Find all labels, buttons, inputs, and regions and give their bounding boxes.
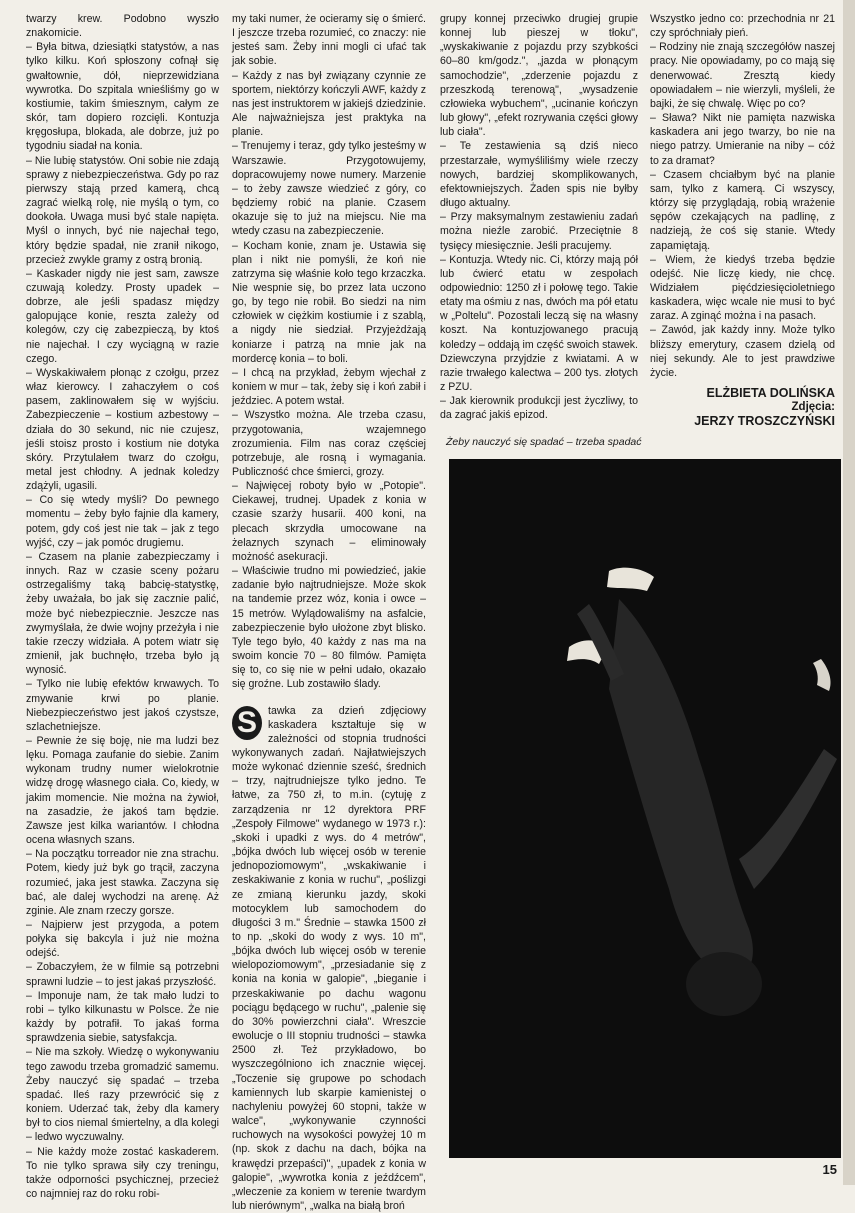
paragraph: – Kontuzja. Wtedy nic. Ci, którzy mają pół lub ćwierć etatu w zespołach odpowiednio: 1250 zł i połowę tego. Takie etaty ma ośmiu z nas, dwóch ma pół etatu w „Poltelu". Pozostali leczą się na własny koszt. Na kontuzjowanego pracują koledzy – oddają im część swoich stawek. Dziewczyna przyjdzie z kwiatami. A w razie trwałego kalectwa – 200 tys. złotych z PZU.	[440, 253, 638, 395]
paragraph: twarzy krew. Podobno wyszło znakomicie.	[26, 12, 219, 40]
page-edge	[843, 0, 855, 1185]
paragraph: – Jak kierownik produkcji jest życzliwy, to da zagrać jakiś epizod.	[440, 394, 638, 422]
paragraph: – Kaskader nigdy nie jest sam, zawsze czuwają koledzy. Prosty upadek – dobrze, ale jeśli spadasz między galopujące konie, reszta zależy od kolegów, czy cię zabezpieczą, by ktoś nie najechał. I czy wyciągną w razie czego.	[26, 267, 219, 366]
paragraph: – Nie lubię statystów. Oni sobie nie zdają sprawy z niebezpieczeństwa. Gdy po raz pierwszy stają przed kamerą, chcą zagrać wielką rolę, nie myślą o tym, co dookoła. Uwaga musi być stale napięta. Myśl o innych, być nie najechał tego, który będzie spadał, nie zranił nikogo, przecież zwykle gramy z ostrą bronią.	[26, 154, 219, 267]
photographer-name: JERZY TROSZCZYŃSKI	[650, 414, 835, 428]
paragraph: Wszystko jedno co: przechodnia nr 21 czy spróchniały pień.	[650, 12, 835, 40]
paragraph: my taki numer, że ocieramy się o śmierć. I jeszcze trzeba rozumieć, co znaczy: nie jesteś sam. Żeby inni mogli ci ufać tak jak sobie.	[232, 12, 426, 69]
paragraph: – Tylko nie lubię efektów krwawych. To zmywanie krwi po planie. Niebezpieczeństwo jest jakoś czystsze, szlachetniejsze.	[26, 677, 219, 734]
paragraph: – Co się wtedy myśli? Do pewnego momentu – żeby było fajnie dla kamery, potem, gdy coś jest nie tak – jak z tego wyjść, czy – jak pomóc drugiemu.	[26, 493, 219, 550]
paragraph: – Czasem chciałbym być na planie sam, tylko z kamerą. Ci wszyscy, którzy się przyglądają, robią wrażenie sępów czekających na padlinę, z nadzieją, że coś się stanie. Wtedy zapamiętają.	[650, 168, 835, 253]
byline	[650, 386, 835, 428]
drop-cap: S	[232, 706, 262, 740]
column-4	[650, 12, 835, 428]
paragraph: – Wyskakiwałem płonąc z czołgu, przez właz kierowcy. I zahaczyłem o coś pasem, zaklinowałem się w wyjściu. Zabezpieczenie – kostium azbestowy – działa do 30 sekund, nic nie czujesz, jeśli stoisz prosto i kostium nie dotyka skóry. Przytulałem twarz do czołgu, metal jest chłodny. A jednak koledzy zdążyli, ugasili.	[26, 366, 219, 493]
paragraph: – Zobaczyłem, że w filmie są potrzebni sprawni ludzie – to jest jakaś przyszłość.	[26, 960, 219, 988]
paragraph: – Imponuje nam, że tak mało ludzi to robi – tylko kilkunastu w Polsce. Że nie każdy by potrafił. To jakaś forma sprawdzenia siebie, satysfakcja.	[26, 989, 219, 1046]
paragraph: – Czasem na planie zabezpieczamy i innych. Raz w czasie sceny pożaru ostrzegaliśmy taką babcię-statystkę, żeby uważała, bo jak się zacznie palić, może być niebezpiecznie. Jeszcze nas zwymyślała, że dwie wojny przeżyła i nie takie rzeczy widziała. A potem wiatr się zmienił, jak buchnęło, trzeba było ją wynosić.	[26, 550, 219, 677]
paragraph: – Sława? Nikt nie pamięta nazwiska kaskadera ani jego twarzy, bo nie na niego patrzy. Umieranie na niby – cóż to za dramat?	[650, 111, 835, 168]
paragraph: – Rodziny nie znają szczegółów naszej pracy. Nie opowiadamy, po co mają się denerwować. Zresztą kiedy opowiadałem – nie wierzyli, myśleli, że bajki, że się chwalę. Więc po co?	[650, 40, 835, 111]
sidebar-section	[232, 704, 426, 1213]
author-name: ELŻBIETA DOLIŃSKA	[650, 386, 835, 400]
column-2	[232, 12, 426, 1213]
stuntman-photo	[449, 459, 841, 1158]
paragraph: – Przy maksymalnym zestawieniu zadań można nieźle zarobić. Przeciętnie 8 tysięcy miesięcznie. Jeśli pracujemy.	[440, 210, 638, 252]
falling-figure-image	[449, 459, 841, 1158]
paragraph: – Każdy z nas był związany czynnie ze sportem, niektórzy kończyli AWF, każdy z nas jest instruktorem w jakiejś dziedzinie. Ale najważniejsza jest praktyka na planie.	[232, 69, 426, 140]
paragraph: – Nie każdy może zostać kaskaderem. To nie tylko sprawa siły czy treningu, także odporności psychicznej, przecież co najmniej raz do roku robi-	[26, 1145, 219, 1202]
column-1	[26, 12, 219, 1201]
paragraph: – Te zestawienia są dziś nieco przestarzałe, wymyśliliśmy wiele rzeczy nowych, bardziej skomplikowanych, efektowniejszych. Żaden spis nie byłby długo aktualny.	[440, 139, 638, 210]
paragraph: – Nie ma szkoły. Wiedzę o wykonywaniu tego zawodu trzeba gromadzić samemu. Żeby nauczyć się spadać – trzeba spadać. Ileś razy przewrócić się z koniem. Uderzać tak, żeby dla kamery był to cios niemal śmiertelny, a dla kolegi – ledwo wyczuwalny.	[26, 1045, 219, 1144]
paragraph: – Najpierw jest przygoda, a potem połyka się bakcyla i już nie można odejść.	[26, 918, 219, 960]
paragraph: grupy konnej przeciwko drugiej grupie konnej lub pieszej w tłoku", „wyskakiwanie z pojazdu przy szybkości 60–80 km/godz.", „jazda w płonącym samochodzie", „zderzenie pojazdu z przeszkodą terenową", „wysadzenie człowieka wybuchem", „ucinanie kończyn lub głowy", „efekt rozrywania części głowy lub ciała".	[440, 12, 638, 139]
photo-caption: Żeby nauczyć się spadać – trzeba spadać	[446, 436, 642, 448]
paragraph: – Na początku torreador nie zna strachu. Potem, kiedy już byk go trącił, zaczyna rozumieć, jaka jest stawka. Zaczyna się bać, ale dalej wychodzi na arenę. Aż zginie. Ale znam rzeczy gorsze.	[26, 847, 219, 918]
paragraph: – Pewnie że się boję, nie ma ludzi bez lęku. Pomaga zaufanie do siebie. Zanim wykonam trudny numer wielokrotnie widzę drogę własnego ciała. Co, kiedy, w jakim momencie. Nie można na żywioł, na zasadzie, że jakoś tam będzie. Zawsze jest kilka wariantów. I chłodna ocena własnych szans.	[26, 734, 219, 847]
column-3	[440, 12, 638, 423]
paragraph: – Właściwie trudno mi powiedzieć, jakie zadanie było najtrudniejsze. Może skok na tandemie przez wóz, konia i owce – 15 metrów. Wylądowaliśmy na asfalcie, zabezpieczenie było ułożone zbyt blisko. Tyle tego było, 40 każdy z nas ma na swoim koncie 70 – 80 filmów. Pamięta się to, co się nie w pełni udało, okazało się groźne. Lub zostawiło ślady.	[232, 564, 426, 691]
paragraph: – Była bitwa, dziesiątki statystów, a nas tylko kilku. Koń spłoszony cofnął się gwałtownie, dół, nieprzewidziana wywrotka. Do szpitala wnieśliśmy go w kostiumie, takim śmiesznym, całym ze skór, tam dopiero rozcięli. Kontuzja kręgosłupa, blokada, ale dobrze, już po tygodniu siadał na konia.	[26, 40, 219, 153]
paragraph: – Wiem, że kiedyś trzeba będzie odejść. Nie liczę kiedy, nie chcę. Widziałem pięćdziesięcioletniego kaskadera, więc wcale nie musi to być zaraz. A zginąć można i na pasach.	[650, 253, 835, 324]
paragraph: – I chcą na przykład, żebym wjechał z koniem w mur – tak, żeby się i koń zabił i jeździec. A potem wstał.	[232, 366, 426, 408]
sidebar-text: tawka za dzień zdjęciowy kaskadera kształtuje się w zależności od stopnia trudności wykonywanych zadań. Najłatwiejszych może wykonać dziennie sześć, średnich – trzy, najtrudniejsze tylko jedno. Te łatwe, za 750 zł, to m.in. (cytuję z zarządzenia nr 12 dyrektora PRF „Zespoły Filmowe" wydanego w 1973 r.): „skoki i upadki z wys. do 4 metrów", „bójka dwóch lub więcej osób w terenie jednopoziomowym", „wskakiwanie i zeskakiwanie z konia w ruchu", „poślizgi ze zmianą kierunku jazdy, skoki motocyklem lub samochodem do długości 3 m." Średnie – stawka 1500 zł to np. „skoki do wody z wys. 10 m", „bójka dwóch lub więcej osób w terenie wielopoziomowym", „przesiadanie się z konia na konia w galopie", „bieganie i przeskakiwanie po dachu wagonu pociągu będącego w ruchu", „palenie się do 30% powierzchni ciała". Wreszcie ewolucje o III stopniu trudności – stawka 2500 zł. Też przykładowo, bo wyszczególniono ich znacznie więcej. „Toczenie się grupowe po schodach kamiennych lub skarpie kamienistej o nachyleniu powyżej 60 stopni, także w walce", „wykonywanie czynności ruchowych na wysokości powyżej 10 m (np. skok z dachu na dach, bójka na krawędzi przepaści)", „upadek z konia w galopie", „wywrotka konia z jeźdźcem", „wleczenie za koniem w terenie twardym lub nierównym", „walka na białą broń	[232, 705, 426, 1212]
page-number: 15	[823, 1162, 837, 1177]
paragraph: – Zawód, jak każdy inny. Może tylko bliższy emerytury, czasem dzielą od niej sekundy. Ale to jest prawdziwe życie.	[650, 323, 835, 380]
paragraph: – Trenujemy i teraz, gdy tylko jesteśmy w Warszawie. Przygotowujemy, dopracowujemy nowe numery. Marzenie – to żeby zawsze wiedzieć z góry, co będziemy robić na planie. Czasem okazuje się to już na miejscu. Nie ma wtedy czasu na zabezpieczenie.	[232, 139, 426, 238]
paragraph: – Najwięcej roboty było w „Potopie". Ciekawej, trudnej. Upadek z konia w czasie szarży husarii. 400 koni, na plecach skrzydła umocowane na żelaznych szynach – eliminowały możność asekuracji.	[232, 479, 426, 564]
photos-label: Zdjęcia:	[650, 400, 835, 414]
paragraph: – Wszystko można. Ale trzeba czasu, przygotowania, wzajemnego zrozumienia. Film nas coraz częściej potrzebuje, ale rosną i wymagania. Publiczność chce śmierci, grozy.	[232, 408, 426, 479]
paragraph: – Kocham konie, znam je. Ustawia się plan i nikt nie pomyśli, że koń nie zatrzyma się właśnie koło tego krzaczka. Nie wespnie się, bo przez lata uczono go, by tego nie robił. Bo siedzi na nim człowiek w ciężkim kostiumie i z szablą, a nigdy nie siedział. Przyjeżdżają koniarze i patrzą na mnie jak na mordercę konia – to boli.	[232, 239, 426, 366]
